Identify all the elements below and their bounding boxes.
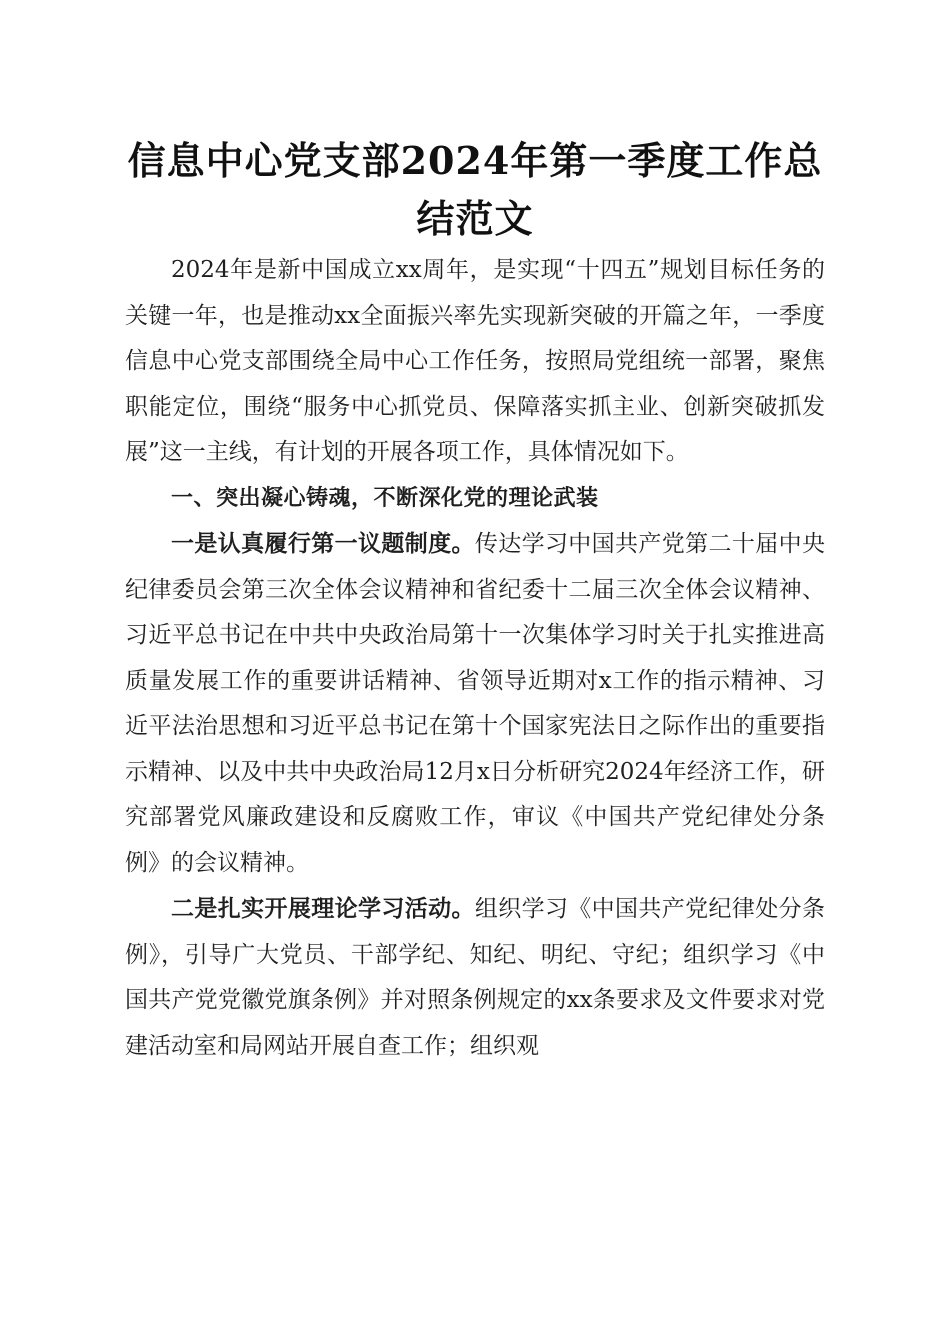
item-2-text: 组织学习《中国共产党纪律处分条例》，引导广大党员、干部学纪、知纪、明纪、守纪；组织学习《中国共产党党徽党旗条例》并对照条例规定的xx条要求及文件要求对党建活动室和局网站开展自查工作；组织观 [125, 896, 826, 1059]
item-2-lead: 二是扎实开展理论学习活动。 [171, 895, 475, 922]
paragraph-item-1 [125, 521, 825, 886]
paragraph-item-2 [125, 886, 825, 1069]
intro-paragraph: 2024年是新中国成立xx周年，是实现“十四五”规划目标任务的关键一年，也是推动xx全面振兴率先实现新突破的开篇之年，一季度信息中心党支部围绕全局中心工作任务，按照局党组统一部署，聚焦职能定位，围绕“服务中心抓党员、保障落实抓主业、创新突破抓发展”这一主线，有计划的开展各项工作，具体情况如下。 [125, 257, 825, 465]
section-heading: 一、突出凝心铸魂，不断深化党的理论武装 [171, 485, 599, 511]
document-title: 信息中心党支部2024年第一季度工作总结范文 [127, 138, 823, 241]
item-1-lead: 一是认真履行第一议题制度。 [171, 530, 475, 557]
document-body [125, 248, 825, 1069]
item-1-text: 传达学习中国共产党第二十届中央纪律委员会第三次全体会议精神和省纪委十二届三次全体会议精神、习近平总书记在中共中央政治局第十一次集体学习时关于扎实推进高质量发展工作的重要讲话精神、省领导近期对x工作的指示精神、习近平法治思想和习近平总书记在第十个国家宪法日之际作出的重要指示精神、以及中共中央政治局12月x日分析研究2024年经济工作，研究部署党风廉政建设和反腐败工作，审议《中国共产党纪律处分条例》的会议精神。 [125, 531, 826, 876]
